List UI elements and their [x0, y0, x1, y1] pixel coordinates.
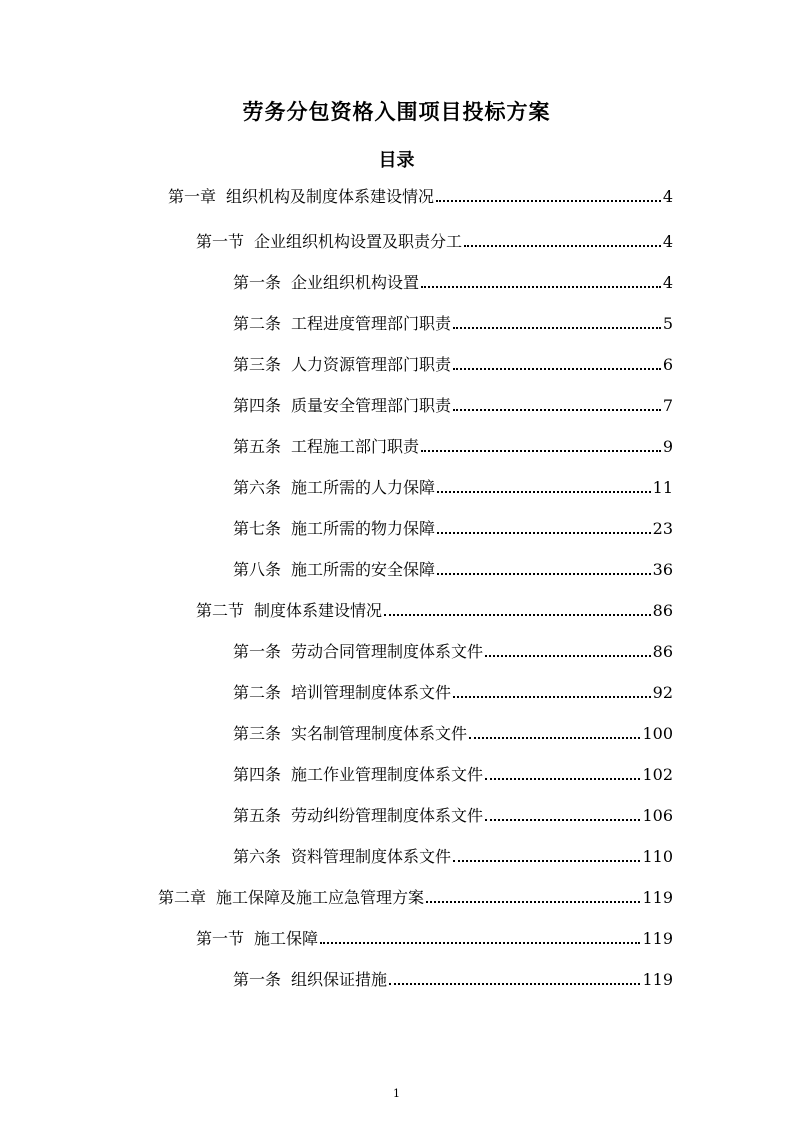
toc-entry-title: 施工保障: [254, 929, 319, 948]
toc-entry-number: 第一章: [168, 187, 217, 206]
toc-leader-dots: [453, 368, 661, 370]
toc-entry[interactable]: [233, 639, 673, 663]
toc-entry-page: 102: [642, 765, 673, 784]
toc-entry-number: 第二条: [233, 683, 282, 702]
toc-entry-title: 资料管理制度体系文件: [291, 847, 452, 866]
toc-entry[interactable]: [233, 311, 673, 335]
toc-entry[interactable]: [196, 598, 673, 622]
toc-leader-dots: [426, 901, 640, 903]
toc-entry-page: 119: [642, 888, 673, 907]
toc-entry-page: 4: [662, 232, 673, 251]
toc-entry-number: 第五条: [233, 437, 282, 456]
toc-leader-dots: [389, 983, 640, 985]
toc-entry-page: 36: [652, 560, 673, 579]
toc-leader-dots: [453, 409, 661, 411]
toc-entry-page: 9: [662, 437, 673, 456]
toc-entry[interactable]: [233, 393, 673, 417]
document-title: 劳务分包资格入围项目投标方案: [242, 100, 551, 124]
toc-leader-dots: [437, 573, 651, 575]
toc-entry[interactable]: [233, 475, 673, 499]
toc-entry-page: 7: [662, 396, 673, 415]
toc-entry-number: 第一条: [233, 970, 282, 989]
toc-entry-number: 第八条: [233, 560, 282, 579]
toc-entry[interactable]: [233, 967, 673, 991]
toc-entry-title: 工程进度管理部门职责: [291, 314, 452, 333]
toc-entry-number: 第四条: [233, 396, 282, 415]
toc-entry-page: 119: [642, 929, 673, 948]
toc-entry-title: 劳动纠纷管理制度体系文件: [291, 806, 484, 825]
toc-leader-dots: [421, 450, 661, 452]
toc-entry-page: 11: [652, 478, 673, 497]
toc-leader-dots: [464, 245, 661, 247]
toc-leader-dots: [485, 778, 640, 780]
toc-leader-dots: [437, 491, 651, 493]
toc-entry-title: 施工所需的安全保障: [291, 560, 436, 579]
toc-leader-dots: [320, 942, 640, 944]
toc-entry[interactable]: [233, 721, 673, 745]
toc-leader-dots: [485, 655, 651, 657]
toc-entry-title: 组织保证措施: [291, 970, 388, 989]
toc-entry-page: 106: [642, 806, 673, 825]
toc-leader-dots: [485, 819, 640, 821]
toc-entry-page: 119: [642, 970, 673, 989]
toc-entry[interactable]: [233, 680, 673, 704]
toc-entry[interactable]: [233, 803, 673, 827]
toc-leader-dots: [453, 327, 661, 329]
toc-entry-title: 实名制管理制度体系文件: [291, 724, 468, 743]
toc-leader-dots: [436, 200, 661, 202]
toc-entry-number: 第一条: [233, 273, 282, 292]
toc-entry[interactable]: [233, 352, 673, 376]
toc-entry-title: 培训管理制度体系文件: [291, 683, 452, 702]
toc-leader-dots: [453, 696, 651, 698]
toc-entry-number: 第六条: [233, 478, 282, 497]
toc-leader-dots: [437, 532, 651, 534]
toc-entry[interactable]: [233, 557, 673, 581]
toc-entry-number: 第六条: [233, 847, 282, 866]
toc-entry[interactable]: [158, 885, 673, 909]
toc-entry-page: 5: [662, 314, 673, 333]
toc-leader-dots: [469, 737, 640, 739]
toc-entry[interactable]: [233, 270, 673, 294]
toc-entry-title: 制度体系建设情况: [254, 601, 383, 620]
toc-leader-dots: [453, 860, 640, 862]
toc-entry-page: 86: [652, 601, 673, 620]
toc-entry[interactable]: [233, 762, 673, 786]
toc-entry-number: 第二条: [233, 314, 282, 333]
toc-leader-dots: [421, 286, 661, 288]
toc-entry[interactable]: [196, 926, 673, 950]
toc-entry-title: 质量安全管理部门职责: [291, 396, 452, 415]
toc-entry-page: 110: [642, 847, 673, 866]
toc-leader-dots: [384, 614, 651, 616]
toc-entry[interactable]: [196, 229, 673, 253]
page-number: 1: [393, 1087, 400, 1100]
toc-entry-number: 第七条: [233, 519, 282, 538]
toc-entry-number: 第一节: [196, 929, 245, 948]
toc-entry-number: 第三条: [233, 355, 282, 374]
toc-entry-title: 工程施工部门职责: [291, 437, 420, 456]
toc-entry-number: 第三条: [233, 724, 282, 743]
toc-entry[interactable]: [233, 516, 673, 540]
toc-entry[interactable]: [233, 434, 673, 458]
toc-entry-page: 92: [652, 683, 673, 702]
toc-entry-title: 施工所需的物力保障: [291, 519, 436, 538]
toc-entry-number: 第二节: [196, 601, 245, 620]
toc-entry-page: 86: [652, 642, 673, 661]
toc-entry[interactable]: [168, 184, 673, 208]
toc-entry-title: 企业组织机构设置及职责分工: [254, 232, 463, 251]
toc-entry-page: 6: [662, 355, 673, 374]
toc-entry-page: 23: [652, 519, 673, 538]
toc-entry-page: 4: [662, 187, 673, 206]
toc-entry-title: 施工保障及施工应急管理方案: [216, 888, 425, 907]
toc-entry-title: 施工所需的人力保障: [291, 478, 436, 497]
toc-entry-number: 第一条: [233, 642, 282, 661]
toc-entry-number: 第一节: [196, 232, 245, 251]
toc-entry-title: 组织机构及制度体系建设情况: [226, 187, 435, 206]
toc-entry-number: 第五条: [233, 806, 282, 825]
toc-entry-page: 4: [662, 273, 673, 292]
toc-entry[interactable]: [233, 844, 673, 868]
toc-entry-page: 100: [642, 724, 673, 743]
toc-entry-title: 企业组织机构设置: [291, 273, 420, 292]
toc-entry-number: 第四条: [233, 765, 282, 784]
toc-entry-title: 施工作业管理制度体系文件: [291, 765, 484, 784]
toc-entry-title: 劳动合同管理制度体系文件: [291, 642, 484, 661]
toc-entry-title: 人力资源管理部门职责: [291, 355, 452, 374]
toc-heading: 目录: [378, 150, 415, 171]
toc-entry-number: 第二章: [158, 888, 207, 907]
